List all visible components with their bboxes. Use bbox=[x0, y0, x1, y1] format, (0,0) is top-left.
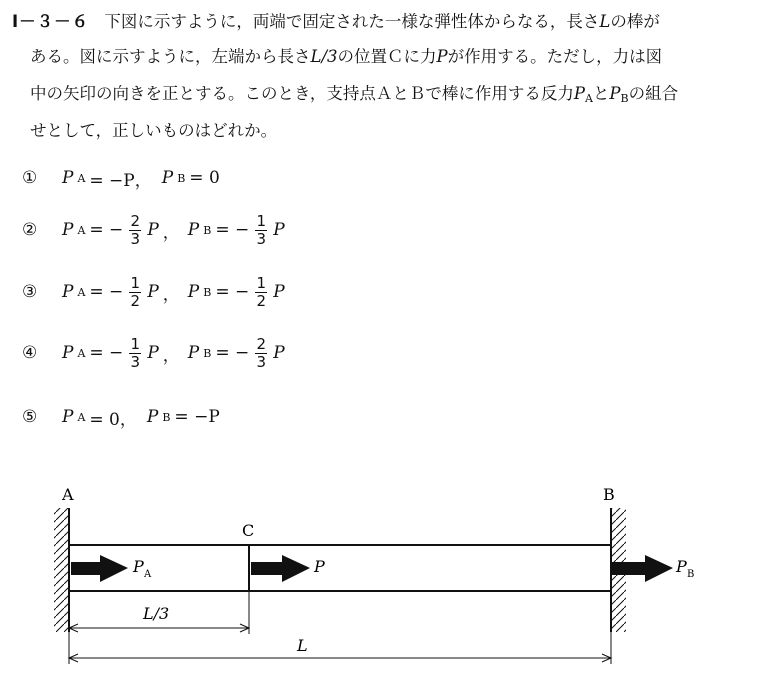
label-a: A bbox=[62, 485, 74, 504]
var-l3: L/3 bbox=[310, 47, 338, 66]
sym-p: P bbox=[147, 343, 159, 363]
sym-p: P bbox=[62, 282, 74, 302]
option-sign: = − bbox=[215, 282, 250, 302]
sym-b: B bbox=[203, 285, 212, 299]
sym-a: A bbox=[77, 346, 86, 360]
question-text: の棒が bbox=[610, 12, 660, 31]
sym-p: P bbox=[147, 282, 159, 302]
arrow-p bbox=[251, 555, 310, 582]
var-p: P bbox=[436, 47, 448, 66]
left-fixed-support bbox=[54, 508, 69, 632]
sym-b: B bbox=[203, 223, 212, 237]
var-pb: P bbox=[609, 84, 621, 103]
question-text: ある。図に示すように，左端から長さ bbox=[30, 47, 311, 66]
option-sign: = − bbox=[215, 220, 250, 240]
option-label: ⑤ bbox=[22, 407, 38, 427]
option-label: ① bbox=[22, 168, 38, 188]
question-text: と bbox=[592, 84, 610, 103]
frac-den: 3 bbox=[256, 352, 266, 371]
sym-p: P bbox=[62, 168, 74, 188]
label-p: P bbox=[314, 557, 325, 576]
sym-p: P bbox=[187, 282, 200, 302]
sym-p: P bbox=[187, 220, 200, 240]
beam bbox=[69, 545, 611, 591]
var-pa: P bbox=[573, 84, 585, 103]
sym-p: P bbox=[62, 343, 74, 363]
option-pa-value: = 0， bbox=[89, 409, 137, 430]
sym-b: B bbox=[162, 410, 171, 424]
comma: ， bbox=[162, 345, 180, 366]
sym-p: P bbox=[62, 220, 74, 240]
var-pa-sub: A bbox=[584, 92, 593, 105]
label-c: C bbox=[242, 521, 255, 540]
sym-b: B bbox=[203, 346, 212, 360]
option-label: ③ bbox=[22, 282, 38, 302]
sym-a: A bbox=[77, 410, 86, 424]
sym-p: P bbox=[273, 343, 285, 363]
frac-den: 2 bbox=[256, 291, 266, 310]
comma: ， bbox=[162, 222, 180, 243]
var-pb-sub: B bbox=[620, 92, 629, 105]
question-text: が作用する。ただし，力は図 bbox=[447, 47, 663, 66]
option-pa-value: = −P， bbox=[89, 170, 152, 191]
frac-den: 3 bbox=[130, 229, 141, 248]
frac-den: 2 bbox=[130, 291, 141, 310]
sym-p: P bbox=[146, 407, 159, 427]
sym-p: P bbox=[273, 220, 285, 240]
option-label: ④ bbox=[22, 343, 38, 363]
label-pb: P bbox=[676, 557, 687, 576]
label-pb-sub: B bbox=[687, 569, 695, 580]
frac-num: 1 bbox=[256, 273, 266, 292]
label-pa: P bbox=[133, 557, 144, 576]
label-b: B bbox=[603, 485, 615, 504]
dim-l-label: L bbox=[297, 636, 308, 655]
sym-p: P bbox=[62, 407, 74, 427]
sym-a: A bbox=[77, 285, 86, 299]
option-sign: = − bbox=[89, 282, 124, 302]
option-sign: = − bbox=[89, 220, 124, 240]
question-text: 中の矢印の向きを正とする。このとき，支持点ＡとＢで棒に作用する反力 bbox=[30, 84, 574, 103]
option-label: ② bbox=[22, 220, 38, 240]
option-sign: = − bbox=[215, 343, 250, 363]
frac-num: 1 bbox=[130, 273, 141, 292]
question-text: 下図に示すように，両端で固定された一様な弾性体からなる，長さ bbox=[104, 12, 600, 31]
sym-b: B bbox=[177, 171, 186, 185]
sym-p: P bbox=[187, 343, 200, 363]
arrow-pa bbox=[71, 555, 128, 582]
frac-num: 1 bbox=[130, 334, 141, 353]
option-pb-value: = 0 bbox=[189, 168, 220, 188]
frac-den: 3 bbox=[256, 229, 266, 248]
frac-num: 1 bbox=[256, 211, 266, 230]
question-text: の位置Ｃに力 bbox=[337, 47, 437, 66]
dim-l3-label: L/3 bbox=[143, 604, 170, 623]
question-text: の組合 bbox=[628, 84, 679, 103]
sym-p: P bbox=[147, 220, 159, 240]
frac-den: 3 bbox=[130, 352, 141, 371]
sym-a: A bbox=[77, 171, 86, 185]
sym-a: A bbox=[77, 223, 86, 237]
frac-num: 2 bbox=[256, 334, 266, 353]
frac-num: 2 bbox=[130, 211, 141, 230]
comma: ， bbox=[162, 284, 180, 305]
option-pb-value: = −P bbox=[174, 407, 220, 427]
sym-p: P bbox=[161, 168, 174, 188]
problem-number: Ⅰ－３－６ bbox=[12, 12, 90, 31]
dimension-l bbox=[69, 632, 611, 664]
var-l: L bbox=[599, 12, 611, 31]
sym-p: P bbox=[273, 282, 285, 302]
question-text: せとして，正しいものはどれか。 bbox=[30, 121, 278, 140]
label-pa-sub: A bbox=[144, 569, 152, 580]
option-sign: = − bbox=[89, 343, 124, 363]
